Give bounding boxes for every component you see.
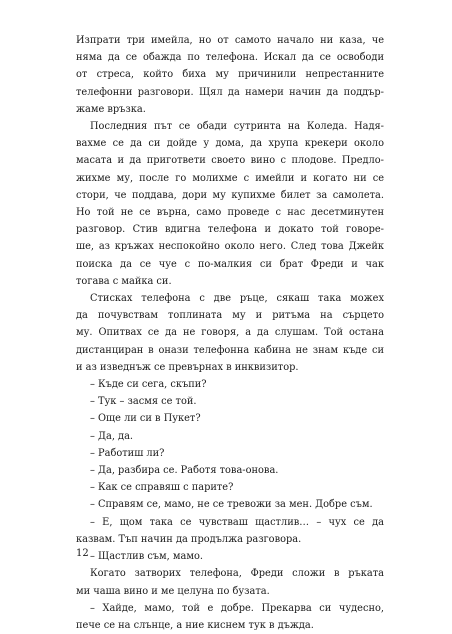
text-line: Но той не се върна, само проведе с нас десетминутен	[76, 207, 384, 219]
text-line: стори, че поддава, дори му купихме билет за самолета.	[76, 189, 384, 201]
text-line: Изпрати три имейла, но от самото начало ни каза, че	[76, 35, 384, 46]
text-line: – Щастлив съм, мамо.	[90, 551, 203, 563]
text-line: Когато затворих телефона, Фреди сложи в ръката	[90, 568, 384, 580]
text-line: му. Опитвах се да не говоря, а да слушам. Той остана	[76, 327, 384, 339]
text-line: – Да, да.	[90, 430, 134, 442]
page-number: 12	[76, 548, 89, 559]
text-line: – Тук – засмя се той.	[90, 396, 197, 408]
text-line: – Е, щом така се чувстваш щастлив… – чух се да	[90, 516, 384, 528]
text-line: – Справям се, мамо, не се тревожи за мен. Добре съм.	[90, 499, 373, 511]
text-line: Стисках телефона с две ръце, сякаш така можех	[90, 293, 384, 305]
text-line: вахме се да си дойде у дома, да хрупа крекери около	[76, 138, 384, 150]
text-line: разговор. Стив вдигна телефона и докато той говоре-	[76, 224, 384, 236]
text-line: поиска да се чуе с по-малкия си брат Фреди и чак	[76, 258, 384, 270]
text-line: телефонни разговори. Щял да намери начин да поддър-	[76, 86, 384, 98]
text-line: – Да, разбира се. Работя това-онова.	[90, 465, 279, 477]
text-line: да почувствам топлината му и ритъма на сърцето	[76, 310, 384, 322]
text-line: – Работиш ли?	[90, 447, 165, 459]
text-line: Последния път се обади сутринта на Коледа. Надя-	[90, 121, 384, 133]
text-line: жихме му, после го молихме с имейли и когато ни се	[76, 172, 384, 184]
text-line: – Как се справяш с парите?	[90, 482, 234, 494]
text-line: тогава с майка си.	[76, 275, 172, 287]
text-line: масата и да пригответи своето вино с плодове. Предло-	[76, 155, 384, 167]
text-line: ми чаша вино и ме целуна по бузата.	[76, 585, 270, 597]
text-line: – Хайде, мамо, той е добре. Прекарва си чудесно,	[90, 602, 384, 614]
text-line: казвам. Тъп начин да продължа разговора.	[76, 533, 302, 545]
text-line: – Къде си сега, скъпи?	[90, 379, 207, 391]
text-line: жаме връзка.	[76, 103, 146, 115]
text-line: и аз изведнъж се превърнах в инквизитор.	[76, 361, 299, 373]
text-line: – Още ли си в Пукет?	[90, 413, 201, 425]
body-text	[76, 32, 384, 634]
text-line: няма да се обажда по телефона. Искал да се освободи	[76, 52, 384, 64]
text-line: от стреса, който биха му причинили непрестанните	[76, 69, 384, 81]
text-line: дистанциран в онази телефонна кабина не знам къде си	[76, 344, 384, 356]
text-line: ше, аз кръжах неспокойно около него. След това Джейк	[76, 241, 384, 253]
text-line: пече се на слънце, а ние киснем тук в дъжда.	[76, 619, 314, 631]
